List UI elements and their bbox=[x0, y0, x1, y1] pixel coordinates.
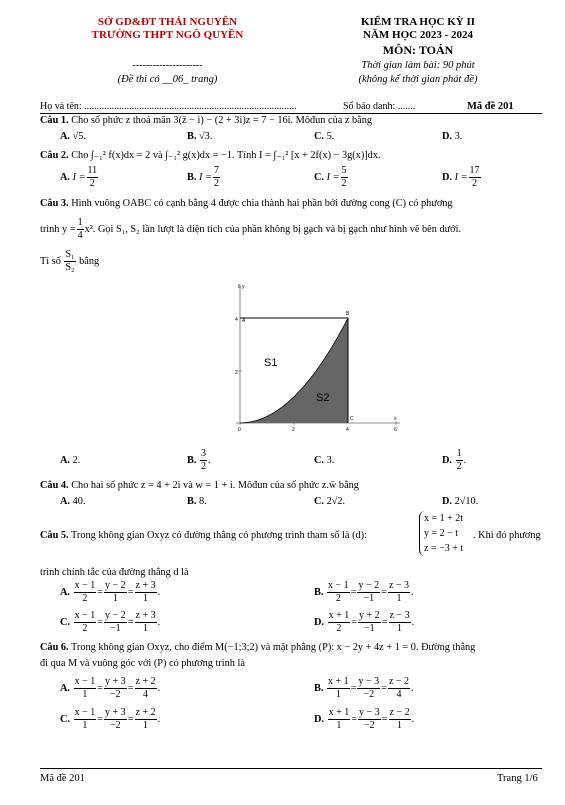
q3-option-b[interactable]: B. $\frac{3}{2}$ . bbox=[187, 448, 211, 472]
option-label: C. bbox=[60, 616, 71, 628]
option-label: C. bbox=[314, 496, 325, 507]
tick-label-y2: 2 bbox=[235, 370, 238, 376]
question-text: Cho ∫₋₁² f(x)dx = 2 và ∫₋₁² g(x)dx = −1. Tính I = ∫₋₁² [x + 2f(x) − 3g(x)]dx. bbox=[71, 150, 381, 161]
q2-option-b[interactable] bbox=[187, 166, 221, 189]
option-label: C. bbox=[314, 131, 325, 142]
option-text: I = bbox=[454, 171, 468, 183]
question-5-line-2 bbox=[40, 567, 189, 578]
option-text: 2√10. bbox=[454, 496, 479, 507]
q2-option-d[interactable] bbox=[442, 166, 482, 189]
tick-label-y6: 6 bbox=[238, 284, 241, 290]
shaded-region-s2 bbox=[240, 318, 348, 423]
fraction: $\frac{x + 1}{1}$ bbox=[328, 676, 349, 700]
q3-option-a[interactable] bbox=[60, 455, 80, 466]
fraction: $\frac{3}{2}$ bbox=[201, 448, 207, 472]
school-name: TRƯỜNG THPT NGÔ QUYỀN bbox=[91, 29, 244, 41]
question-text: trình y = bbox=[40, 223, 76, 235]
school-year: NĂM HỌC 2023 - 2024 bbox=[363, 29, 473, 41]
area-figure bbox=[228, 280, 408, 435]
fraction: $\frac{y + 3}{-2}$ bbox=[105, 676, 126, 700]
question-text: Hình vuông OABC có cạnh bằng 4 được chia thành hai phần bởi đường cong (C) có phương bbox=[71, 198, 453, 209]
pages-note: (Đề thi có __06_ trang) bbox=[117, 74, 218, 85]
question-3-line-2 bbox=[40, 218, 461, 241]
question-4 bbox=[40, 480, 359, 491]
fraction: $\frac{x - 1}{2}$ bbox=[328, 580, 349, 604]
q6-option-b[interactable]: B. $\frac{x + 1}{1}$ = $\frac{y - 3}{-2}$ = $\frac{z - 2}{4}$ . bbox=[314, 676, 414, 700]
question-1 bbox=[40, 115, 372, 126]
fraction: $\frac{y - 2}{-1}$ bbox=[358, 580, 380, 604]
fraction: $\frac{y + 3}{-2}$ bbox=[105, 707, 126, 731]
q5-option-a[interactable]: A. $\frac{x - 1}{2}$ = $\frac{y - 2}{1}$ = $\frac{z + 3}{1}$ . bbox=[60, 580, 161, 604]
fraction: $\frac{z - 3}{1}$ bbox=[389, 610, 410, 634]
option-label: A. bbox=[60, 455, 71, 466]
question-label: Câu 1. bbox=[40, 115, 69, 126]
question-label: Câu 6. bbox=[40, 642, 69, 653]
option-label: D. bbox=[314, 713, 325, 725]
student-name-field: Họ và tên: ..................................................................................... bbox=[40, 101, 297, 112]
q3-option-d[interactable]: D. $\frac{1}{2}$ . bbox=[442, 448, 467, 472]
point-b-label: B bbox=[346, 311, 350, 317]
question-text: Cho hai số phức z = 4 + 2i và w = 1 + i. Môđun của số phức z.w̄ bằng bbox=[71, 480, 359, 491]
option-label: D. bbox=[442, 454, 453, 466]
option-label: B. bbox=[187, 454, 197, 466]
q3-option-c[interactable] bbox=[314, 455, 334, 466]
q2-option-c[interactable] bbox=[314, 166, 349, 189]
fraction: $\frac{y - 2}{1}$ bbox=[105, 580, 126, 604]
question-text: Trong không gian Oxyz, cho điểm M(−1;3;2) và mặt phẳng (P): x − 2y + 4z + 1 = 0. Đường thẳng bbox=[71, 642, 476, 653]
exam-code: Mã đề 201 bbox=[467, 101, 514, 112]
fraction: $\frac{z - 2}{4}$ bbox=[388, 676, 410, 700]
question-3 bbox=[40, 198, 453, 209]
question-text: bằng bbox=[79, 255, 100, 267]
fraction: $\frac{y + 2}{-1}$ bbox=[359, 610, 380, 634]
question-2 bbox=[40, 149, 381, 161]
exam-time-note: (không kể thời gian phát đề) bbox=[358, 74, 478, 85]
department-name: SỞ GD&ĐT THÁI NGUYÊN bbox=[97, 16, 238, 28]
q6-option-c[interactable]: C. $\frac{x - 1}{1}$ = $\frac{y + 3}{-2}$ = $\frac{z + 2}{1}$ . bbox=[60, 707, 161, 731]
footer-divider bbox=[40, 768, 542, 769]
tick-label-x4: 4 bbox=[346, 427, 349, 433]
option-label: B. bbox=[314, 682, 324, 694]
fraction: $\frac{11}{2}$ bbox=[87, 165, 98, 189]
q4-option-a[interactable] bbox=[60, 496, 85, 507]
fraction: $\frac{y - 2}{-1}$ bbox=[105, 610, 126, 634]
fraction: $\frac{17}{2}$ bbox=[469, 165, 480, 189]
option-text: I = bbox=[326, 171, 340, 183]
fraction: $\frac{7}{2}$ bbox=[213, 165, 219, 189]
exam-title: KIỂM TRA HỌC KỲ II bbox=[360, 16, 476, 28]
q4-option-d[interactable] bbox=[442, 496, 478, 507]
q1-option-c[interactable] bbox=[314, 131, 334, 142]
option-label: D. bbox=[442, 131, 453, 142]
fraction: $\frac{5}{2}$ bbox=[341, 165, 347, 189]
question-6 bbox=[40, 642, 475, 653]
footer-exam-code: Mã đề 201 bbox=[40, 773, 85, 784]
question-text: trình chính tắc của đường thẳng d là bbox=[40, 567, 189, 578]
tick-label-y4: 4 bbox=[235, 317, 238, 323]
option-text: I = bbox=[72, 171, 86, 183]
question-6-line-2 bbox=[40, 658, 245, 669]
fraction: $\frac{y - 3}{-2}$ bbox=[358, 676, 380, 700]
tick-label-x6: 6 bbox=[394, 427, 397, 433]
fraction: $\frac{y - 3}{-2}$ bbox=[359, 707, 380, 731]
option-label: A. bbox=[60, 682, 71, 694]
q5-option-d[interactable]: D. $\frac{x + 1}{2}$ = $\frac{y + 2}{-1}$ = $\frac{z - 3}{1}$ . bbox=[314, 610, 415, 634]
q6-option-d[interactable]: D. $\frac{x + 1}{1}$ = $\frac{y - 3}{-2}$ = $\frac{z - 2}{1}$ . bbox=[314, 707, 415, 731]
question-label: Câu 3. bbox=[40, 198, 69, 209]
option-text: I = bbox=[199, 171, 212, 183]
option-text: 3. bbox=[326, 455, 335, 466]
point-a-label: A bbox=[242, 318, 246, 324]
option-text: 3. bbox=[454, 131, 463, 142]
fraction: $\frac{z + 2}{1}$ bbox=[135, 707, 156, 731]
page-number: Trang 1/6 bbox=[497, 773, 538, 784]
q1-option-b[interactable] bbox=[187, 131, 212, 142]
q5-option-c[interactable]: C. $\frac{x - 1}{2}$ = $\frac{y - 2}{-1}$ = $\frac{z + 3}{1}$ . bbox=[60, 610, 161, 634]
option-text: 8. bbox=[199, 496, 207, 507]
fraction: $\frac{z - 3}{1}$ bbox=[388, 580, 410, 604]
option-text: 2. bbox=[72, 455, 81, 466]
fraction: $\frac{x + 1}{1}$ bbox=[328, 707, 350, 731]
option-label: A. bbox=[60, 496, 71, 507]
y-axis-label: y bbox=[242, 284, 245, 290]
fraction: $\frac{\text{S₁}}{\text{S₂}}$ bbox=[65, 249, 75, 273]
q4-option-c[interactable] bbox=[314, 496, 345, 507]
fraction: $\frac{z + 2}{4}$ bbox=[135, 676, 156, 700]
option-label: A. bbox=[60, 171, 71, 183]
question-text: đi qua M và vuông góc với (P) có phương trình là bbox=[40, 658, 245, 669]
option-label: B. bbox=[187, 131, 197, 142]
tick-label-x2: 2 bbox=[292, 427, 295, 433]
question-5 bbox=[40, 530, 367, 541]
student-id-field: Số báo danh: ....... bbox=[343, 101, 416, 112]
option-label: A. bbox=[60, 586, 71, 598]
header-divider bbox=[40, 113, 542, 114]
fraction: $\frac{x - 1}{1}$ bbox=[74, 707, 96, 731]
q2-option-a[interactable] bbox=[60, 166, 99, 189]
fraction: $\frac{1}{4}$ bbox=[77, 217, 83, 241]
exam-time: Thời gian làm bài: 90 phút bbox=[361, 60, 475, 71]
option-text: 2√2. bbox=[326, 496, 346, 507]
question-label: Câu 4. bbox=[40, 480, 69, 491]
fraction: $\frac{z - 2}{1}$ bbox=[389, 707, 410, 731]
question-text: Trong không gian Oxyz có đường thẳng có phương trình tham số là (d): bbox=[71, 530, 367, 541]
x-axis-label: x bbox=[394, 416, 397, 422]
fraction: $\frac{x + 1}{2}$ bbox=[328, 610, 350, 634]
option-label: C. bbox=[314, 455, 325, 466]
option-label: A. bbox=[60, 131, 71, 142]
fraction: $\frac{x - 1}{1}$ bbox=[74, 676, 96, 700]
fraction: $\frac{x - 1}{2}$ bbox=[74, 580, 96, 604]
fraction: $\frac{x - 1}{2}$ bbox=[74, 610, 96, 634]
parametric-system: x = 1 + 2t y = 2 − t z = −3 + t bbox=[417, 511, 463, 556]
fraction: $\frac{z + 3}{1}$ bbox=[135, 580, 156, 604]
question-3-line-3 bbox=[40, 250, 99, 273]
option-label: D. bbox=[442, 496, 453, 507]
option-label: C. bbox=[314, 171, 325, 183]
option-text: 5. bbox=[326, 131, 335, 142]
region-s2-label: S2 bbox=[316, 392, 330, 404]
question-label: Câu 5. bbox=[40, 530, 69, 541]
option-label: B. bbox=[314, 586, 324, 598]
question-text: . Khi đó phương bbox=[473, 530, 541, 541]
q4-option-b[interactable] bbox=[187, 496, 207, 507]
question-text: Cho số phức z thoả mãn 3(z̄ − i) − (2 + 3i)z = 7 − 16i. Môđun của z bằng bbox=[71, 115, 373, 126]
option-text: √5. bbox=[72, 131, 86, 142]
q1-option-a[interactable] bbox=[60, 131, 86, 142]
option-label: B. bbox=[187, 496, 197, 507]
tick-label-x0: 0 bbox=[238, 427, 241, 433]
option-label: C. bbox=[60, 713, 71, 725]
fraction: $\frac{1}{2}$ bbox=[456, 448, 462, 472]
q5-option-b[interactable]: B. $\frac{x - 1}{2}$ = $\frac{y - 2}{-1}$ = $\frac{z - 3}{1}$ . bbox=[314, 580, 414, 604]
question-text: x². Gọi S₁, S₂ lần lượt là diện tích của phần không bị gạch và bị gạch như hình vẽ bên dưới. bbox=[84, 223, 462, 235]
question-label: Câu 2. bbox=[40, 150, 69, 161]
header-dashes: --------------------- bbox=[132, 60, 203, 71]
option-text: √3. bbox=[199, 131, 213, 142]
q6-option-a[interactable]: A. $\frac{x - 1}{1}$ = $\frac{y + 3}{-2}$ = $\frac{z + 2}{4}$ . bbox=[60, 676, 161, 700]
question-text: Tỉ số bbox=[40, 255, 61, 267]
fraction: $\frac{z + 3}{1}$ bbox=[135, 610, 156, 634]
subject: MÔN: TOÁN bbox=[382, 43, 454, 57]
point-c-label: C bbox=[350, 416, 354, 422]
option-label: D. bbox=[314, 616, 325, 628]
q1-option-d[interactable] bbox=[442, 131, 462, 142]
option-label: D. bbox=[442, 171, 453, 183]
option-text: 40. bbox=[72, 496, 86, 507]
option-label: B. bbox=[187, 171, 197, 183]
region-s1-label: S1 bbox=[264, 357, 278, 369]
